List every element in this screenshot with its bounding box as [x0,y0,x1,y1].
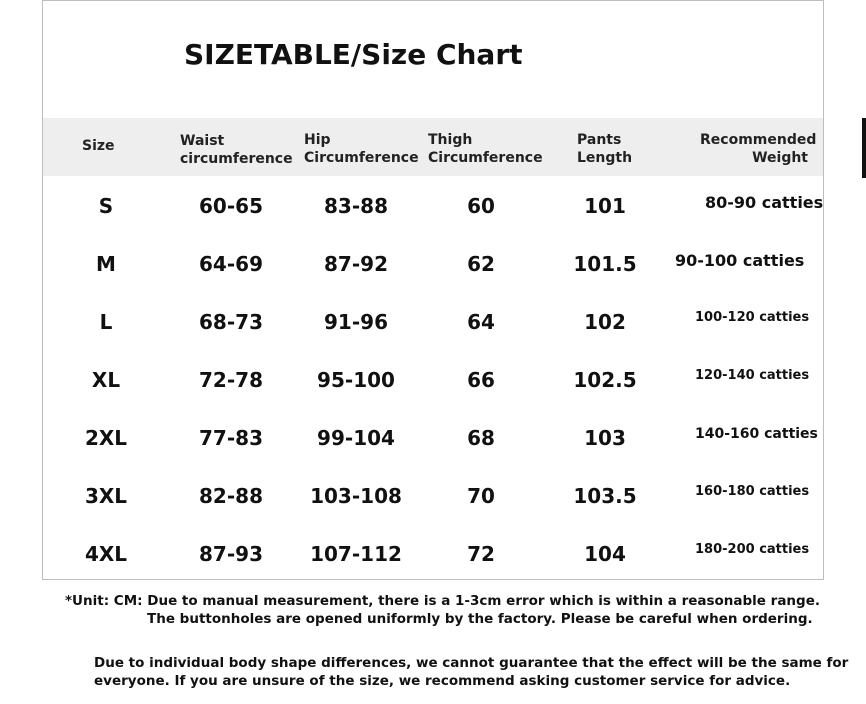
table-row-thigh: 62 [467,252,495,276]
table-row-size: XL [91,368,121,392]
table-row-pants: 103.5 [573,484,637,508]
table-row-pants: 101.5 [573,252,637,276]
table-row-weight: 140-160 catties [695,426,818,442]
table-row-hip: 99-104 [317,426,395,450]
header-waist: Waist circumference [180,133,293,167]
header-pants-length: Pants Length [577,132,633,166]
table-row-size: M [96,252,116,276]
header-recommended-weight: Recommended Weight [700,132,817,166]
table-row-waist: 72-78 [199,368,263,392]
header-thigh: Thigh Circumference [428,132,543,166]
table-row-size: 4XL [84,542,128,566]
table-row-size: 2XL [84,426,128,450]
unit-note-line2: The buttonholes are opened uniformly by the factory. Please be careful when ordering. [147,611,813,627]
table-row-size: L [99,310,113,334]
table-row-weight: 180-200 catties [695,542,810,557]
table-row-pants: 102 [584,310,626,334]
table-row-pants: 104 [584,542,626,566]
table-row-weight: 120-140 catties [695,368,810,383]
table-row-waist: 68-73 [199,310,263,334]
table-row-size: S [98,194,114,218]
table-row-waist: 64-69 [199,252,263,276]
table-row-weight: 160-180 catties [695,484,810,499]
table-row-weight: 80-90 catties [705,193,824,212]
page-title: SIZETABLE/Size Chart [184,38,523,71]
table-row-hip: 87-92 [324,252,388,276]
table-row-pants: 102.5 [573,368,637,392]
header-size: Size [82,138,115,154]
table-row-thigh: 72 [467,542,495,566]
table-row-waist: 87-93 [199,542,263,566]
table-row-weight: 90-100 catties [675,251,805,270]
table-row-size: 3XL [84,484,128,508]
edge-mark [862,118,866,178]
table-row-thigh: 70 [467,484,495,508]
table-row-hip: 83-88 [324,194,388,218]
table-row-hip: 95-100 [317,368,395,392]
table-row-hip: 103-108 [310,484,402,508]
table-row-waist: 77-83 [199,426,263,450]
table-row-weight: 100-120 catties [695,310,810,325]
table-row-waist: 82-88 [199,484,263,508]
disclaimer-line2: everyone. If you are unsure of the size, we recommend asking customer service for advice. [94,673,791,689]
disclaimer-line1: Due to individual body shape differences, we cannot guarantee that the effect will be the same for [94,655,849,671]
table-row-thigh: 68 [467,426,495,450]
table-row-pants: 103 [584,426,626,450]
table-row-thigh: 60 [467,194,495,218]
table-row-hip: 107-112 [310,542,402,566]
table-row-thigh: 66 [467,368,495,392]
header-hip: Hip Circumference [304,132,419,166]
unit-note-line1: *Unit: CM: Due to manual measurement, there is a 1-3cm error which is within a reasonable range. [65,593,820,609]
table-row-hip: 91-96 [324,310,388,334]
table-row-thigh: 64 [467,310,495,334]
table-row-pants: 101 [584,194,626,218]
table-row-waist: 60-65 [199,194,263,218]
